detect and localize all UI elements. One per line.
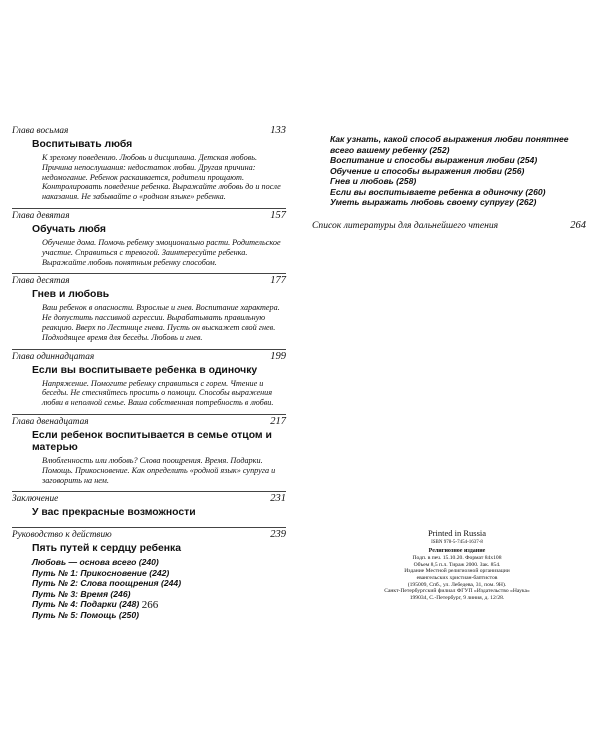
bibliography-label: Список литературы для дальнейшего чтения [312, 219, 499, 231]
chapter-label: Глава двенадцатая [12, 416, 89, 427]
table-of-contents-right [312, 134, 586, 231]
chapter-page-number: 177 [270, 275, 286, 287]
imprint-line: Издание Местной религиозной организации [404, 568, 510, 575]
chapter-page-number: 133 [270, 125, 286, 136]
guide-item: Путь № 1: Прикосновение (242) [32, 567, 170, 578]
chapter-12 [12, 414, 286, 485]
guide-item: Путь № 5: Помощь (250) [32, 609, 139, 620]
imprint-line: 199034, С.-Петербург, 9 линия, д. 12/28. [409, 594, 505, 601]
chapter-description: Влюбленность или любовь? Слова поощрения. Время. Подарки. Помощь. Прикосновение. Как определить «родной язык» супруга и заговорить на нем. [42, 455, 276, 485]
chapter-heading [12, 124, 286, 137]
guide-item: Обучение и способы выражения любви (256) [330, 165, 525, 176]
chapter-heading [12, 349, 286, 363]
chapter-label: Глава девятая [12, 210, 70, 221]
chapter-label: Руководство к действию [12, 530, 112, 541]
page-number: 266 [141, 599, 159, 611]
imprint-line: евангельских христиан-баптистов [416, 574, 498, 581]
imprint-line: Санкт-Петербургский филиал ФГУП «Издательство «Наука» [384, 588, 530, 595]
chapter-heading [12, 208, 286, 222]
chapter-8 [12, 124, 286, 202]
guide-item: Воспитание и способы выражения любви (254) [330, 155, 538, 165]
chapter-heading [12, 491, 286, 505]
chapter-title: Если ребенок воспитывается в семье отцом и матерью [32, 429, 272, 453]
guide-item: Уметь выражать любовь своему супругу (262) [330, 197, 537, 207]
chapter-page-number: 231 [270, 493, 286, 505]
guide-item: Любовь — основа всего (240) [32, 557, 159, 568]
chapter-description: К зрелому поведению. Любовь и дисциплина. Детская любовь. Причина непослушания: недостаток любви. Другая причина: недомогание. Ребенок раскаивается, родители прощают. Контролировать поведение ребенка. Выражайте любовь до и после наказания. Не забывайте о «родном языке» ребенка. [42, 153, 281, 202]
guide-item: Путь № 4: Подарки (248) [32, 599, 140, 610]
chapter-title: Если вы воспитываете ребенка в одиночку [32, 364, 258, 376]
chapter-label: Заключение [12, 494, 59, 505]
chapter-label: Глава одиннадцатая [12, 351, 95, 362]
isbn-line: ISBN 978-5-7454-1637-8 [431, 540, 483, 545]
chapter-label: Глава десятая [12, 276, 70, 287]
chapter-heading [12, 414, 286, 428]
right-page [300, 0, 600, 750]
chapter-page-number: 157 [270, 209, 286, 221]
bibliography-page-number: 264 [570, 219, 586, 231]
chapter-title: Пять путей к сердцу ребенка [32, 543, 182, 555]
imprint-block [362, 528, 552, 601]
imprint-line: (195009, Спб., ул. Лебедева, 31, пом. 9Н). [407, 581, 507, 588]
table-of-contents-left [12, 124, 286, 620]
chapter-title: Гнев и любовь [32, 289, 110, 301]
chapter-title: Обучать любя [32, 223, 106, 235]
chapter-page-number: 239 [270, 529, 286, 541]
guide-item: Если вы воспитываете ребенка в одиночку (260) [330, 186, 546, 197]
chapter-description: Напряжение. Помогите ребенку справиться с горем. Чтение и беседы. Не стесняйтесь просить о помощи. Способы выражения любви в неполной семье. Ваша собственная потребность в любви. [42, 378, 274, 408]
guide-item: Гнев и любовь (258) [330, 176, 417, 186]
chapter-description: Обучение дома. Помочь ребенку эмоционально расти. Родительское участие. Справиться с тревогой. Заинтересуйте ребенка. Выражайте любовь понятным ребенку способом. [42, 237, 281, 267]
guide-item: Путь № 3: Время (246) [32, 588, 131, 599]
conclusion [12, 491, 286, 519]
chapter-10 [12, 273, 286, 342]
guide-item: Путь № 2: Слова поощрения (244) [32, 578, 182, 589]
chapter-11 [12, 349, 286, 408]
chapter-description: Ваш ребенок в опасности. Взрослые и гнев. Воспитание характера. Не допустить пассивной агрессии. Вырабатывать правильную реакцию. Вверх по Лестнице гнева. Пусть он выскажет свой гнев. Подходящее время для беседы. Любовь и гнев. [42, 303, 280, 342]
imprint-line: Объем 8,5 п.л. Тираж 2000. Зак. 854. [413, 561, 501, 568]
bibliography-entry [312, 220, 586, 231]
chapter-title: Воспитывать любя [32, 139, 133, 150]
printed-in-label: Printed in Russia [427, 528, 487, 538]
guide-item: Как узнать, какой способ выражения любви понятнее всего вашему ребенку (252) [330, 134, 569, 155]
chapter-heading [12, 273, 286, 287]
chapter-title: У вас прекрасные возможности [32, 507, 196, 519]
chapter-page-number: 217 [270, 415, 286, 427]
chapter-heading [12, 527, 286, 541]
edition-type: Религиозное издание [428, 547, 486, 554]
chapter-9 [12, 208, 286, 267]
chapter-page-number: 199 [270, 350, 286, 362]
chapter-label: Глава восьмая [12, 126, 69, 136]
imprint-line: Подп. в печ. 15.10.20. Формат 84x108 [412, 555, 502, 562]
